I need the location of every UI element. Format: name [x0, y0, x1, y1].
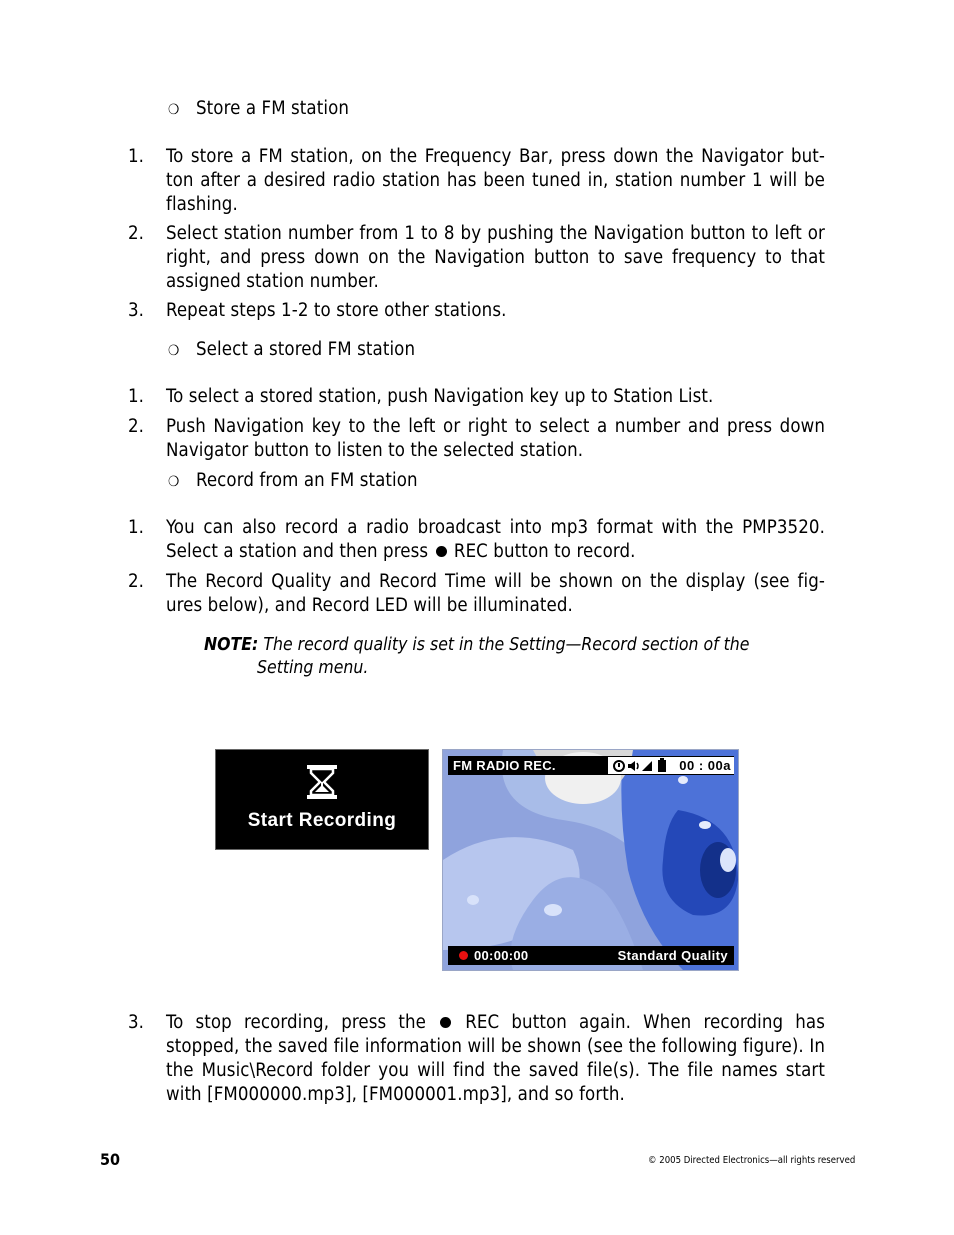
- record-dot-icon: [436, 546, 447, 557]
- list-item: 2. Push Navigation key to the left or right to select a number and press down Navigator button to listen to the selected station.: [128, 416, 825, 461]
- record-dot-icon: [440, 1017, 451, 1028]
- clock-readout: 00 : 00a: [679, 758, 731, 773]
- volume-icon: [628, 761, 638, 771]
- signal-icon: [642, 761, 652, 771]
- status-area: [608, 757, 734, 774]
- recording-status-bar: [448, 946, 734, 965]
- subheading-store-fm: ❍ Store a FM station: [168, 97, 349, 122]
- start-recording-screen: [215, 749, 429, 850]
- fm-radio-rec-screen: [442, 749, 739, 971]
- bullet-icon: ❍: [168, 474, 180, 490]
- copyright: © 2005 Directed Electronics—all rights reserved: [648, 1155, 856, 1166]
- alarm-icon: [614, 761, 624, 771]
- list-item: 1. To store a FM station, on the Frequency Bar, press down the Navigator but-ton after a desired radio station has been tuned in, station number 1 will be flashing.: [128, 146, 825, 215]
- battery-icon: [658, 758, 666, 772]
- hourglass-icon: [305, 764, 339, 800]
- note: NOTE: The record quality is set in the Setting—Record section of the Setting menu.: [204, 635, 750, 678]
- list-item: 1. To select a stored station, push Navigation key up to Station List.: [128, 386, 714, 407]
- page-number: 50: [100, 1150, 121, 1169]
- record-quality: Standard Quality: [617, 948, 728, 963]
- subheading-record-fm: ❍ Record from an FM station: [168, 469, 418, 494]
- title-bar: [448, 756, 734, 775]
- list-item: 1. You can also record a radio broadcast into mp3 format with the PMP3520. Select a station and then press REC button to record.: [128, 517, 825, 562]
- elapsed-time: 00:00:00: [474, 948, 529, 963]
- screen-title: FM RADIO REC.: [453, 758, 556, 773]
- list-item: 3. To stop recording, press the REC button again. When recording has stopped, the saved file information will be shown (see the following figure). In the Music\Record folder you will find the saved file(s). The file names start with [FM000000.mp3], [FM000001.mp3], and so forth.: [128, 1012, 826, 1105]
- list-item: 2. The Record Quality and Record Time will be shown on the display (see fig-ures below), and Record LED will be illuminated.: [128, 571, 825, 616]
- subheading-select-stored: ❍ Select a stored FM station: [168, 338, 415, 363]
- record-indicator-icon: [459, 951, 468, 960]
- list-item: 3. Repeat steps 1-2 to store other stations.: [128, 300, 507, 321]
- start-recording-label: Start Recording: [247, 810, 397, 831]
- bullet-icon: ❍: [168, 343, 180, 359]
- list-item: 2. Select station number from 1 to 8 by pushing the Navigation button to left or right, and press down on the Navigation button to save frequency to that assigned station number.: [128, 223, 825, 292]
- wallpaper-image: [443, 750, 738, 970]
- bullet-icon: ❍: [168, 102, 180, 118]
